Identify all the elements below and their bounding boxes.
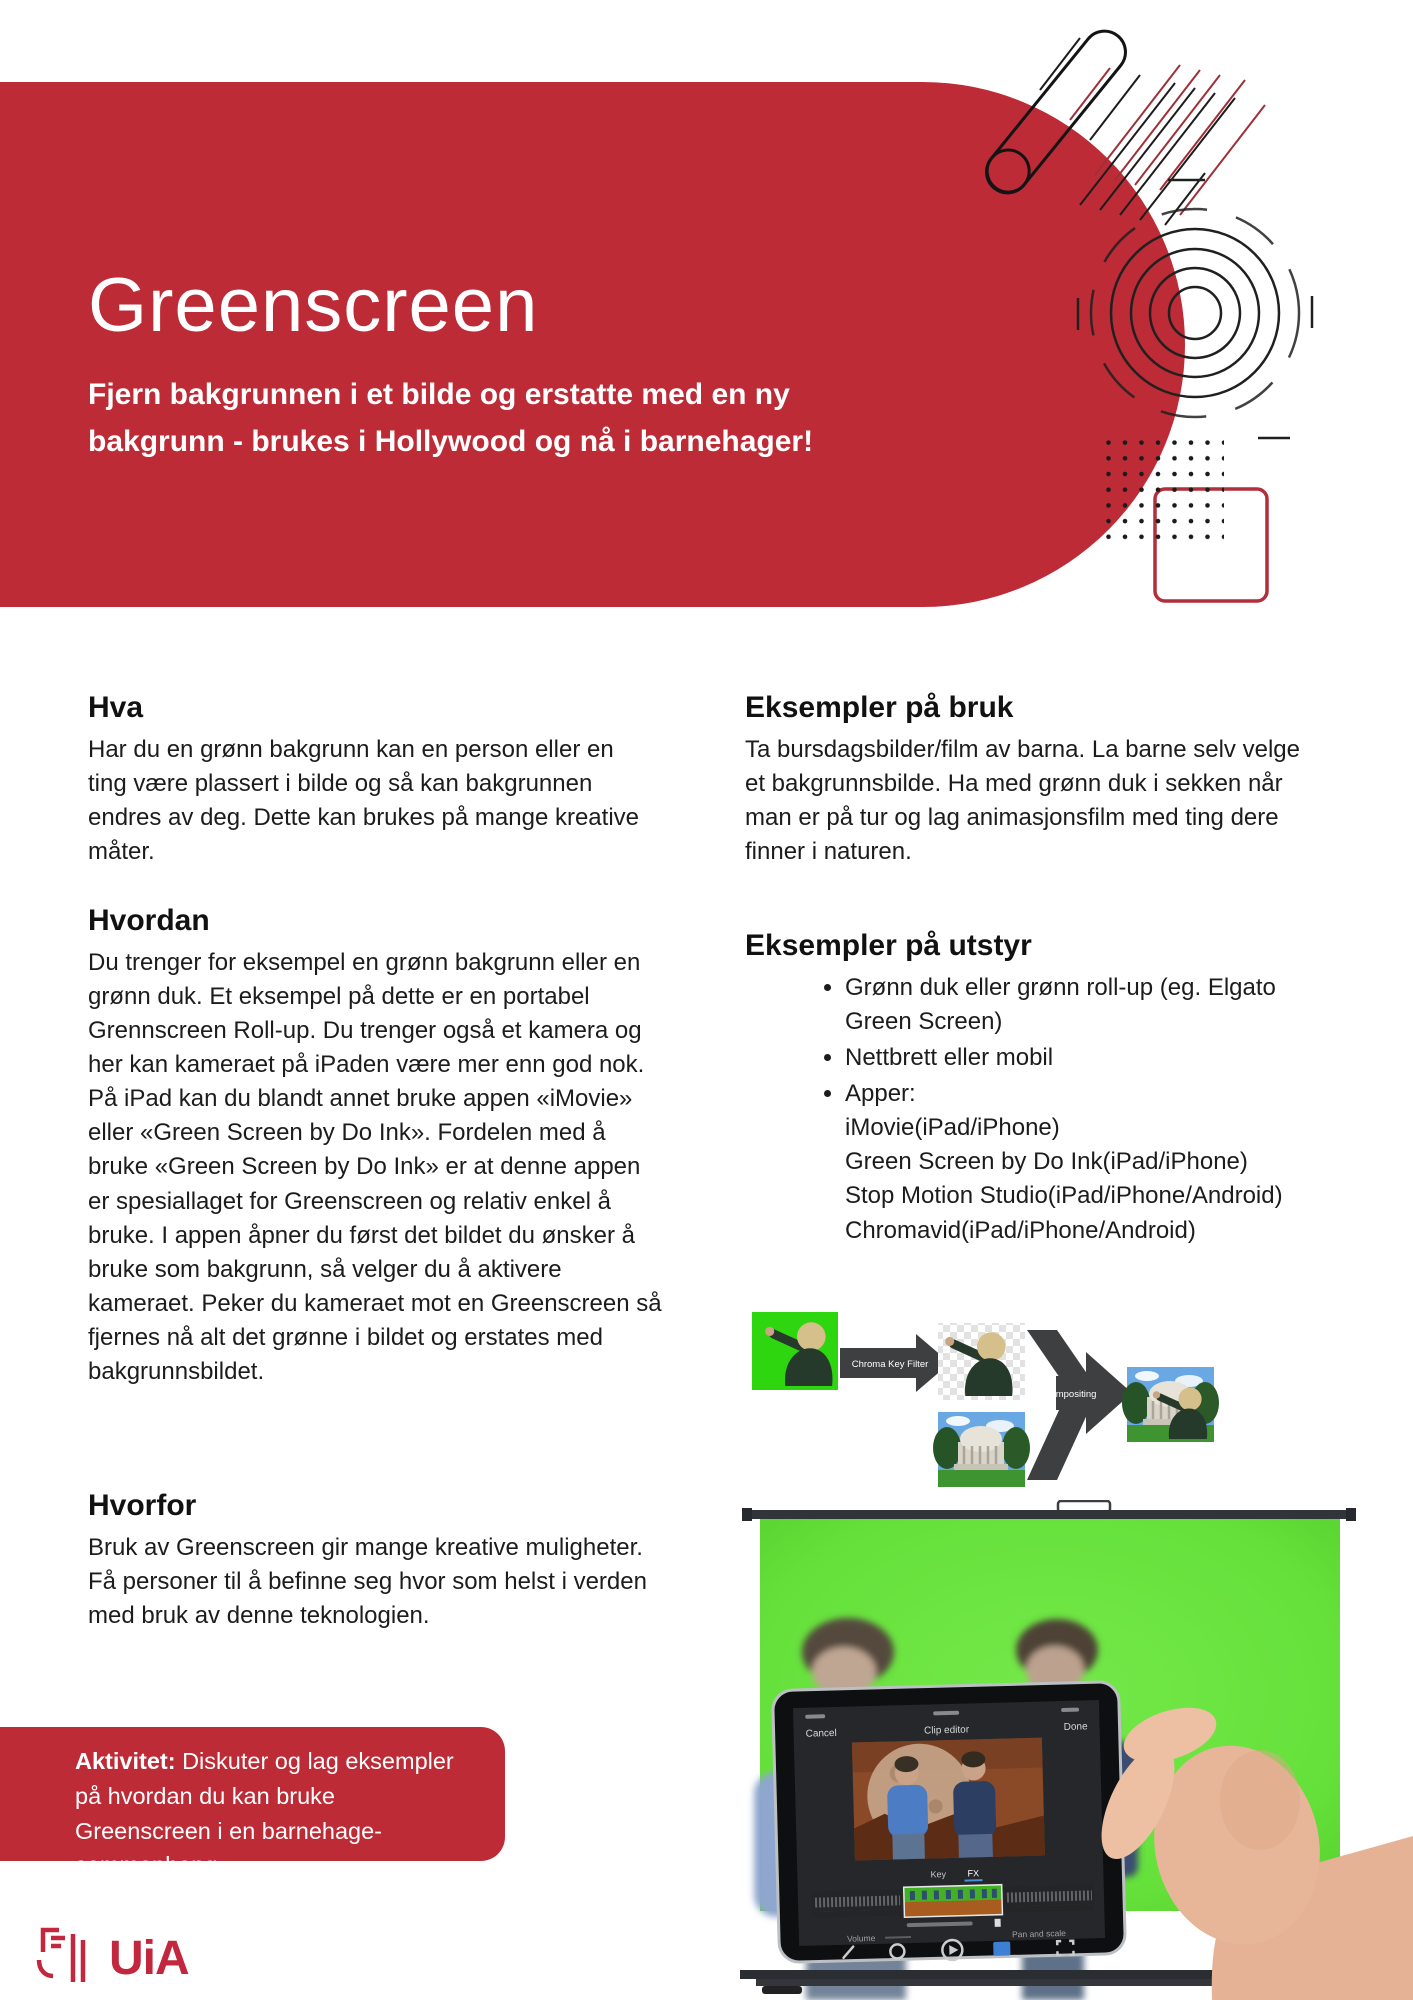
list-item-text: Apper: <box>845 1080 916 1108</box>
hero-text-block <box>88 263 814 465</box>
list-item-text: Grønn duk eller grønn roll-up (eg. Elgato Green Screen) <box>845 974 1276 1036</box>
section-hvordan-body: Du trenger for eksempel en grønn bakgrunn eller en grønn duk. Et eksempel på dette er en portabel Grennscreen Roll-up. Du trenger også et kamera og her kan kameraet på iPaden være mer enn god nok. På iPad kan du blandt annet bruke appen «iMovie» eller «Green Screen by Do Ink». Fordelen med å bruke «Green Screen by Do Ink» er at denne appen er spesiallaget for Greenscreen og relativ enkel å bruke. I appen åpner du først det bildet du ønsker å bruke som bakgrunn, så velger du å aktivere kameraet. Peker du kameraet mot en Greenscreen så fjernes nå alt det grønne i bildet og erstates med bakgrunnsbildet. <box>88 949 662 1385</box>
tablet-done-button: Done <box>1063 1721 1088 1733</box>
tablet-screen-title: Clip editor <box>923 1724 970 1737</box>
uia-logo <box>35 1926 189 1990</box>
list-item <box>845 1041 1327 1075</box>
chroma-source-image <box>752 1312 838 1390</box>
section-hvordan <box>88 903 665 1389</box>
list-item <box>845 971 1327 1039</box>
section-utstyr-heading: Eksempler på utstyr <box>745 929 1032 962</box>
compositing-label: Compositing <box>1043 1389 1097 1400</box>
chroma-key-diagram <box>740 1290 1360 1510</box>
tablet-volume-label: Volume <box>846 1932 876 1944</box>
section-hva <box>88 690 650 869</box>
greenscreen-photo <box>740 1500 1413 2000</box>
section-bruk-body: Ta bursdagsbilder/film av barna. La barne selv velge et bakgrunnsbilde. Ha med grønn duk i sekken når man er på tur og lag animasjonsfilm med ting dere finner i naturen. <box>745 736 1300 866</box>
tablet <box>772 1682 1125 1965</box>
rollup-frame <box>742 1501 1356 1521</box>
page-subtitle <box>88 372 813 465</box>
crop-tool-icon <box>993 1941 1010 1955</box>
section-hvorfor-body: Bruk av Greenscreen gir mange kreative muligheter. Få personer til å befinne seg hvor som helst i verden med bruk av denne teknologien. <box>88 1534 647 1630</box>
activity-text: Diskuter og lag eksempler på hvordan du kan bruke Greenscreen i en barnehage-sammenheng <box>75 1748 454 1879</box>
subtitle-line-2: bakgrunn - brukes i Hollywood og nå i barnehager! <box>88 424 814 458</box>
chroma-filter-label: Chroma Key Filter <box>851 1359 929 1370</box>
chroma-filter-arrow <box>840 1334 950 1392</box>
square-outline-icon <box>1155 489 1267 601</box>
section-hvorfor <box>88 1488 665 1633</box>
subtitle-line-1: Fjern bakgrunnen i et bilde og erstatte med en ny <box>88 378 790 411</box>
composite-result-image <box>1122 1367 1219 1442</box>
background-image <box>933 1412 1030 1487</box>
app-line: Stop Motion Studio(iPad/iPhone/Android) <box>845 1182 1283 1210</box>
tablet-tab-fx: FX <box>967 1868 980 1879</box>
tablet-pan-scale-label: Pan and scale <box>1011 1928 1067 1940</box>
tablet-cancel-button: Cancel <box>805 1727 837 1740</box>
section-bruk-heading: Eksempler på bruk <box>745 691 1014 724</box>
compositing-arrow <box>1027 1330 1132 1480</box>
uia-logo-text: UiA <box>109 1931 189 1985</box>
tablet-tab-key: Key <box>930 1869 947 1880</box>
chroma-cutout-image <box>938 1323 1025 1400</box>
section-hva-body: Har du en grønn bakgrunn kan en person eller en ting være plassert i bilde og så kan bakgrunnen endres av deg. Dette kan brukes på mange kreative måter. <box>88 736 639 866</box>
tablet-video-preview <box>852 1738 1045 1861</box>
equipment-list <box>745 971 1327 1248</box>
page-title: Greenscreen <box>88 263 539 348</box>
list-item-text: Nettbrett eller mobil <box>845 1044 1054 1072</box>
activity-box <box>0 1727 505 1879</box>
section-eksempler-utstyr <box>745 928 1327 1250</box>
list-item <box>845 1077 1327 1247</box>
section-hva-heading: Hva <box>88 691 144 724</box>
section-eksempler-bruk <box>745 690 1313 869</box>
section-hvordan-heading: Hvordan <box>88 904 210 937</box>
app-line: Chromavid(iPad/iPhone/Android) <box>845 1216 1196 1244</box>
uia-logo-icon <box>35 1926 97 1990</box>
activity-label: Aktivitet: <box>75 1748 176 1774</box>
app-line: iMovie(iPad/iPhone) <box>845 1114 1060 1142</box>
section-hvorfor-heading: Hvorfor <box>88 1489 197 1522</box>
app-line: Green Screen by Do Ink(iPad/iPhone) <box>845 1148 1248 1176</box>
